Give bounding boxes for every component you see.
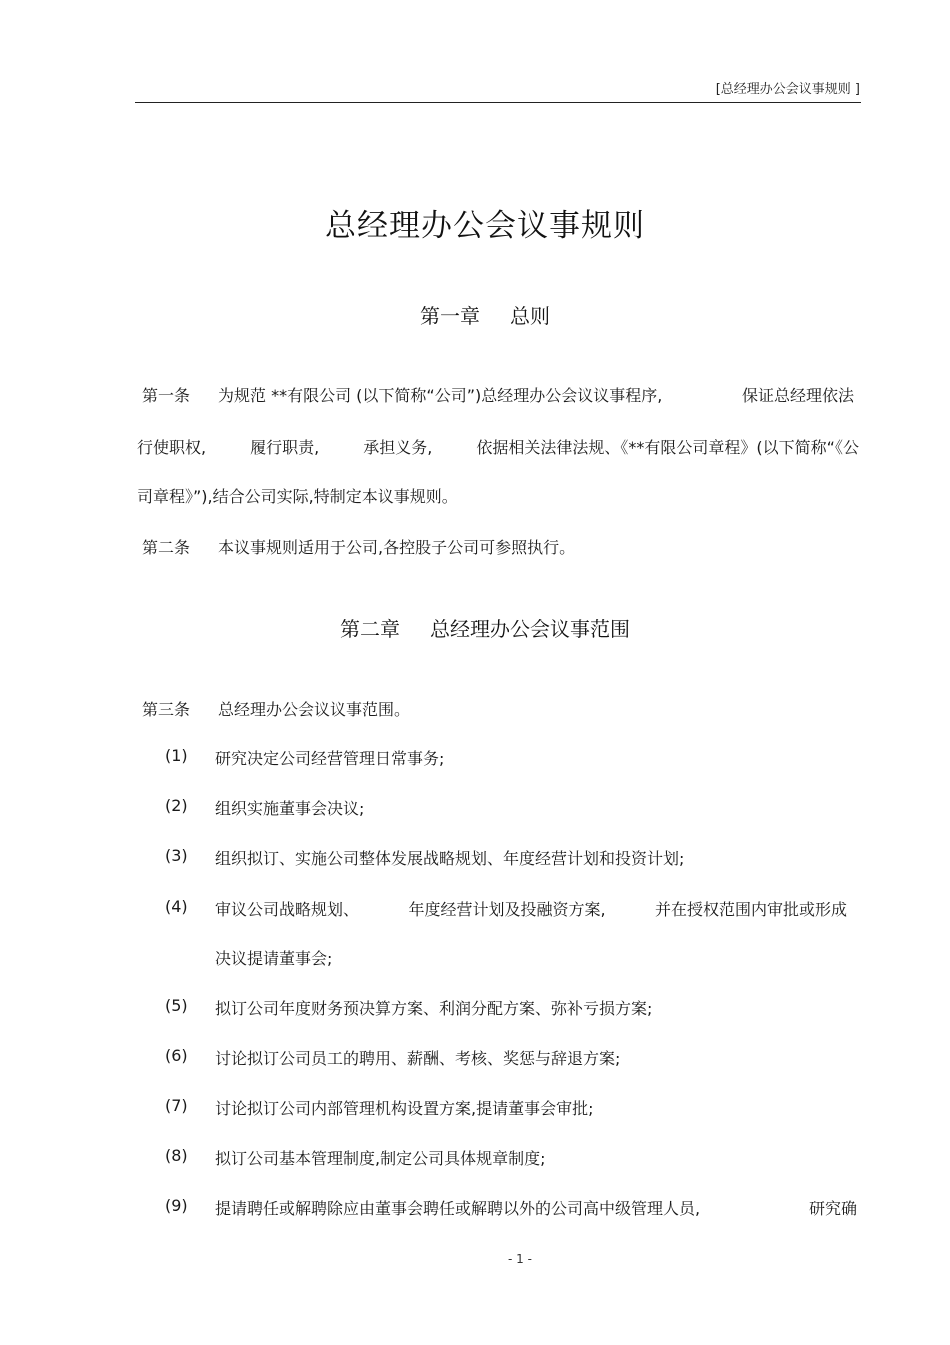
- item-text: [215, 897, 847, 920]
- chapter-1-number: 第一章: [420, 304, 480, 328]
- item-text: 决议提请董事会;: [215, 949, 333, 968]
- header-divider: [135, 102, 861, 103]
- list-item: [0, 1046, 950, 1068]
- item-text-segment: 审议公司战略规划、: [215, 900, 360, 919]
- chapter-2-number: 第二章: [340, 617, 400, 641]
- item-text-segment: 并在授权范围内审批或形成: [654, 900, 847, 919]
- list-item: [0, 1146, 950, 1168]
- item-text: 组织拟订、实施公司整体发展战略规划、年度经营计划和投资计划;: [215, 849, 685, 868]
- item-text-segment: 提请聘任或解聘除应由董事会聘任或解聘以外的公司高中级管理人员,: [215, 1199, 701, 1218]
- article-1-segment: 承担义务,: [363, 438, 433, 457]
- item-text: 拟订公司基本管理制度,制定公司具体规章制度;: [215, 1149, 546, 1168]
- article-1-text-b: 保证总经理依法: [741, 386, 854, 405]
- document-title: 总经理办公会议事规则: [325, 208, 645, 244]
- item-number: (6): [165, 1046, 188, 1065]
- item-number: (3): [165, 846, 188, 865]
- article-3-number: 第三条: [142, 700, 191, 719]
- page-number: - 1 -: [508, 1252, 532, 1266]
- article-1-line-1: [142, 383, 854, 406]
- list-item-continuation: [0, 946, 950, 968]
- chapter-2-name: 总经理办公会议事范围: [430, 617, 630, 641]
- article-1-number: 第一条: [142, 386, 191, 405]
- list-item: [0, 1196, 950, 1218]
- item-number: (4): [165, 897, 188, 916]
- item-number: (9): [165, 1196, 188, 1215]
- list-item: [0, 1096, 950, 1118]
- article-1-line-2: [137, 435, 859, 458]
- article-1-line-3: 司章程》”),结合公司实际,特制定本议事规则。: [137, 487, 458, 506]
- list-item: [0, 996, 950, 1018]
- list-item: [0, 846, 950, 868]
- list-item: [0, 746, 950, 768]
- item-text: 拟订公司年度财务预决算方案、利润分配方案、弥补亏损方案;: [215, 999, 653, 1018]
- article-1-segment: 履行职责,: [250, 438, 320, 457]
- chapter-1-heading: [0, 300, 950, 329]
- item-text: [215, 1196, 857, 1219]
- item-text: 讨论拟订公司员工的聘用、薪酬、考核、奖惩与辞退方案;: [215, 1049, 621, 1068]
- chapter-1-name: 总则: [510, 304, 550, 328]
- list-item: [0, 897, 950, 919]
- article-3-text: 总经理办公会议议事范围。: [218, 700, 411, 719]
- item-text: 讨论拟订公司内部管理机构设置方案,提请董事会审批;: [215, 1099, 594, 1118]
- list-item: [0, 796, 950, 818]
- item-number: (7): [165, 1096, 188, 1115]
- item-text-segment: 研究确: [808, 1199, 857, 1218]
- article-1-segment: 依据相关法律法规、《**有限公司章程》(以下简称“《公: [476, 438, 859, 457]
- article-2-number: 第二条: [142, 538, 191, 557]
- item-text: 研究决定公司经营管理日常事务;: [215, 749, 445, 768]
- article-3: [142, 697, 410, 720]
- item-number: (5): [165, 996, 188, 1015]
- chapter-2-heading: [0, 613, 950, 642]
- item-number: (1): [165, 746, 188, 765]
- item-number: (2): [165, 796, 188, 815]
- running-header: [总经理办公会议事规则 ]: [715, 82, 860, 97]
- item-number: (8): [165, 1146, 188, 1165]
- article-1-text-a: 为规范 **有限公司 (以下简称“公司”)总经理办公会议议事程序,: [218, 386, 663, 405]
- article-2-text: 本议事规则适用于公司,各控股子公司可参照执行。: [218, 538, 576, 557]
- article-2: [142, 535, 575, 558]
- item-text-segment: 年度经营计划及投融资方案,: [408, 900, 606, 919]
- item-text: 组织实施董事会决议;: [215, 799, 365, 818]
- article-1-segment: 行使职权,: [137, 438, 207, 457]
